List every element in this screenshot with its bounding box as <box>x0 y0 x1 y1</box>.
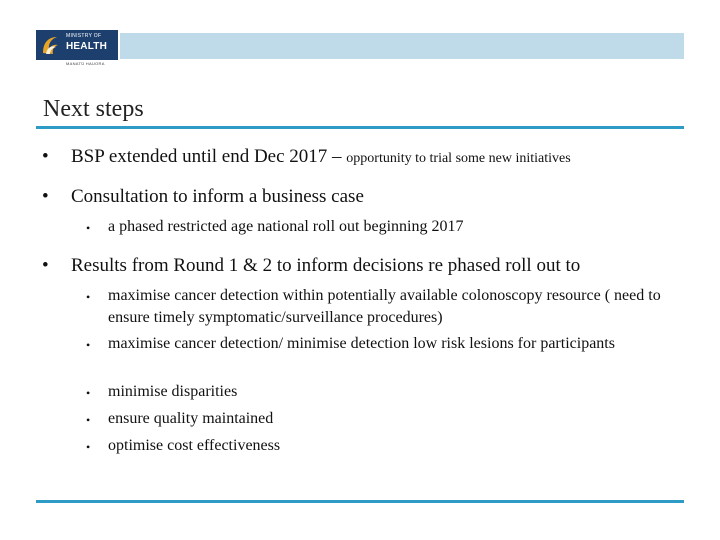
header-band <box>120 33 684 59</box>
bullet-tail-text: opportunity to trial some new initiatives <box>346 151 571 166</box>
logo-box <box>36 30 118 60</box>
logo-text-ministry-of: MINISTRY OF <box>66 33 102 39</box>
sub-bullet-text: maximise cancer detection/ minimise detection low risk lesions for participants <box>108 335 615 352</box>
title-divider <box>36 126 684 129</box>
sub-bullet-dot: • <box>86 338 91 352</box>
sub-bullet-dot: • <box>86 413 91 427</box>
bullet-main-text: BSP extended until end Dec 2017 – <box>71 146 347 167</box>
logo-text-manatu-hauora: MANATŪ HAUORA <box>66 61 105 66</box>
sub-bullet-text: a phased restricted age national roll out beginning 2017 <box>108 218 464 235</box>
bullet-text: Results from Round 1 & 2 to inform decisions re phased roll out to <box>71 255 581 276</box>
sub-bullet-text: ensure quality maintained <box>108 410 274 427</box>
bullet-dot: • <box>42 255 49 276</box>
ministry-of-health-logo <box>36 30 118 66</box>
sub-bullet-text: maximise cancer detection within potentially available colonoscopy resource ( need to ensure timely symptomatic/surveillance procedures) <box>108 287 661 326</box>
bullet-dot: • <box>42 186 49 207</box>
bullet-dot: • <box>42 146 49 167</box>
bullet-text: Consultation to inform a business case <box>71 186 364 207</box>
footer-divider <box>36 500 684 503</box>
sub-bullet-dot: • <box>86 440 91 454</box>
sub-bullet-dot: • <box>86 290 91 304</box>
koru-icon <box>39 33 63 57</box>
sub-bullet-text: minimise disparities <box>108 383 238 400</box>
bullet-text <box>71 146 571 168</box>
sub-bullet-text: optimise cost effectiveness <box>108 437 281 454</box>
sub-bullet-dot: • <box>86 386 91 400</box>
sub-bullet-dot: • <box>86 221 91 235</box>
logo-text-health: HEALTH <box>66 41 108 52</box>
slide-title: Next steps <box>43 96 144 122</box>
